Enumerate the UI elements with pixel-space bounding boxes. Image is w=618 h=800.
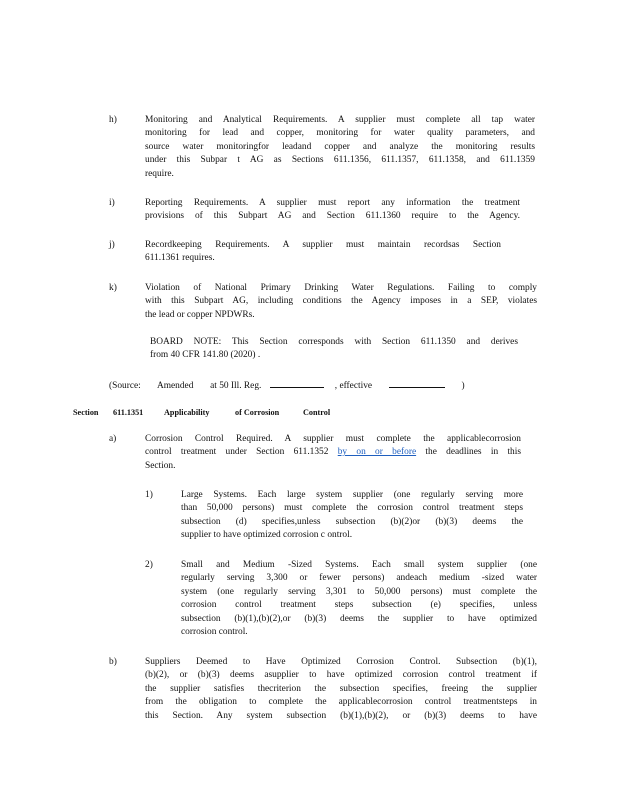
item-marker-i: i) (109, 198, 115, 208)
text-line: Section. (145, 460, 176, 471)
text-line: source water monitoringfor leadand copper and analyze the monitoring results (145, 141, 535, 152)
item-marker-k: k) (109, 283, 117, 293)
subsection-marker-a: a) (109, 434, 117, 444)
item-h-paragraph (145, 114, 535, 181)
source-prefix: (Source: (109, 381, 141, 391)
text-line: from 40 CFR 141.80 (2020) . (150, 350, 261, 361)
source-amended: Amended (156, 381, 194, 391)
text-line: the lead or copper NPDWRs. (145, 309, 255, 320)
effective-blank (389, 378, 445, 388)
subsection-a-paragraph (145, 433, 521, 473)
text-line: Reporting Requirements. A supplier must report any information the treatment (145, 198, 520, 208)
text-line: Suppliers Deemed to Have Optimized Corrosion Control. Subsection (b)(1), (145, 657, 537, 667)
text-line: with this Subpart AG, including conditions the Agency imposes in a SEP, violates (145, 296, 537, 307)
subsection-marker-b: b) (109, 657, 117, 667)
item-marker-h: h) (109, 115, 117, 125)
section-title-part: Applicability (164, 408, 210, 417)
text-line: supplier to have optimized corrosion c ontrol. (181, 530, 353, 541)
source-effective: , effective (334, 381, 373, 391)
section-number: 611.1351 (113, 408, 144, 417)
text-line: regularly serving 3,300 or fewer persons) andeach medium -sized water (181, 573, 537, 584)
item-j-paragraph (145, 239, 501, 266)
subsection-a2-paragraph (181, 559, 537, 639)
text-line: Violation of National Primary Drinking Water Regulations. Failing to comply (145, 283, 537, 293)
subsection-b-paragraph (145, 656, 537, 723)
text-line: Recordkeeping Requirements. A supplier must maintain recordsas Section (145, 240, 501, 250)
text-line: Corrosion Control Required. A supplier must complete the applicablecorrosion (145, 434, 521, 444)
text-line: monitoring for lead and copper, monitoring for water quality parameters, and (145, 128, 535, 139)
item-marker-j: j) (109, 240, 115, 250)
text-line-with-link (145, 446, 521, 459)
source-close: ) (461, 381, 465, 391)
section-title-part: of Corrosion (235, 408, 280, 417)
text-segment: the deadlines in this (416, 447, 521, 458)
text-line: subsection (d) specifies,unless subsection (b)(2)or (b)(3) deems the (181, 516, 523, 527)
text-line: subsection (b)(1),(b)(2),or (b)(3) deems the supplier to have optimized (181, 613, 537, 624)
text-line: BOARD NOTE: This Section corresponds with Section 611.1350 and derives (150, 337, 518, 347)
item-k-paragraph (145, 282, 537, 322)
text-line: Small and Medium -Sized Systems. Each small system supplier (one (181, 560, 537, 570)
amendment-link[interactable]: by on or before (337, 447, 417, 458)
text-line: 611.1361 requires. (145, 253, 215, 264)
section-label: Section (73, 408, 99, 417)
text-line: corrosion control. (181, 626, 248, 637)
board-note (150, 336, 518, 363)
text-line: (b)(2), or (b)(3) deems asupplier to have optimized corrosion control treatment if (145, 670, 537, 681)
text-line: this Section. Any system subsection (b)(1),(b)(2), or (b)(3) deems to have (145, 710, 537, 721)
text-line: Monitoring and Analytical Requirements. A supplier must complete all tap water (145, 115, 535, 125)
text-line: the supplier satisfies thecriterion the subsection specifies, freeing the supplier (145, 683, 537, 694)
text-line: from the obligation to complete the applicablecorrosion control treatmentsteps in (145, 697, 537, 708)
source-register: at 50 Ill. Reg. (210, 381, 262, 391)
text-line: require. (145, 168, 174, 179)
text-segment: control treatment under Section 611.1352 (145, 447, 338, 458)
section-title-part: Control (303, 408, 331, 417)
text-line: system (one regularly serving 3,301 to 50,000 persons) must complete the (181, 586, 537, 597)
text-line: than 50,000 persons) must complete the corrosion control treatment steps (181, 503, 523, 514)
subsection-marker-a2: 2) (145, 560, 153, 570)
text-line: Large Systems. Each large system supplier (one regularly serving more (181, 490, 523, 500)
text-line: under this Subpar t AG as Sections 611.1356, 611.1357, 611.1358, and 611.1359 (145, 155, 535, 166)
subsection-marker-a1: 1) (145, 490, 153, 500)
subsection-a1-paragraph (181, 489, 523, 543)
text-line: provisions of this Subpart AG and Section 611.1360 require to the Agency. (145, 211, 520, 222)
source-line (109, 378, 465, 393)
text-line: corrosion control treatment steps subsection (e) specifies, unless (181, 600, 537, 611)
register-blank (270, 378, 324, 388)
item-i-paragraph (145, 197, 520, 224)
